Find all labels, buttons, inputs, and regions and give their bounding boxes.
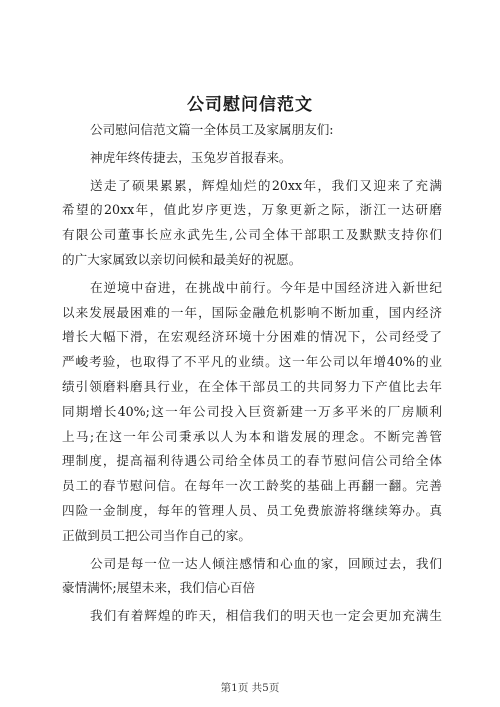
text-line: 公司是每一位一达人倾注感情和心血的家，回顾过去，我们 xyxy=(90,555,442,571)
text-line: 增长大幅下滑，在宏观经济环境十分困难的情况下，公司经受了 xyxy=(62,329,442,345)
page-footer: 第1页 共5页 xyxy=(220,682,280,694)
text-line: 上马;在这一年公司秉承以人为本和谐发展的理念。不断完善管 xyxy=(62,428,442,444)
text-line: 我们有着辉煌的昨天，相信我们的明天也一定会更加充满生 xyxy=(90,608,442,624)
text-line: 豪情满怀;展望未来，我们信心百倍 xyxy=(62,580,256,596)
text-line: 同期增长40%;这一年公司投入巨资新建一万多平米的厂房顺利 xyxy=(62,403,442,419)
text-line: 送走了硕果累累，辉煌灿烂的20xx年，我们又迎来了充满 xyxy=(90,177,442,193)
text-line: 有限公司董事长应永武先生,公司全体干部职工及默默支持你们 xyxy=(62,227,442,243)
text-line: 神虎年终传捷去，玉兔岁首报春来。 xyxy=(90,149,292,165)
text-line: 的广大家属致以亲切问候和最美好的祝愿。 xyxy=(62,251,302,267)
text-line: 在逆境中奋进，在挑战中前行。今年是中国经济进入新世纪 xyxy=(90,279,442,295)
page-title: 公司慰问信范文 xyxy=(187,95,313,115)
document-body xyxy=(62,118,442,629)
text-line: 严峻考验，也取得了不平凡的业绩。这一年公司以年增40%的业 xyxy=(62,354,442,370)
text-line: 四险一金制度，每年的管理人员、员工免费旅游将继续筹办。真 xyxy=(62,502,442,518)
text-line: 绩引领磨料磨具行业，在全体干部员工的共同努力下产值比去年 xyxy=(62,378,442,394)
text-line: 正做到员工把公司当作自己的家。 xyxy=(62,527,251,543)
text-line: 公司慰问信范文篇一全体员工及家属朋友们: xyxy=(90,122,334,137)
text-line: 理制度，提高福利待遇公司给全体员工的春节慰问信公司给全体 xyxy=(62,453,442,469)
text-line: 希望的20xx年，值此岁序更迭，万象更新之际，浙江一达研磨 xyxy=(62,202,442,218)
text-line: 以来发展最困难的一年，国际金融危机影响不断加重，国内经济 xyxy=(62,304,442,320)
text-line: 员工的春节慰问信。在每年一次工龄奖的基础上再翻一翻。完善 xyxy=(62,478,442,494)
